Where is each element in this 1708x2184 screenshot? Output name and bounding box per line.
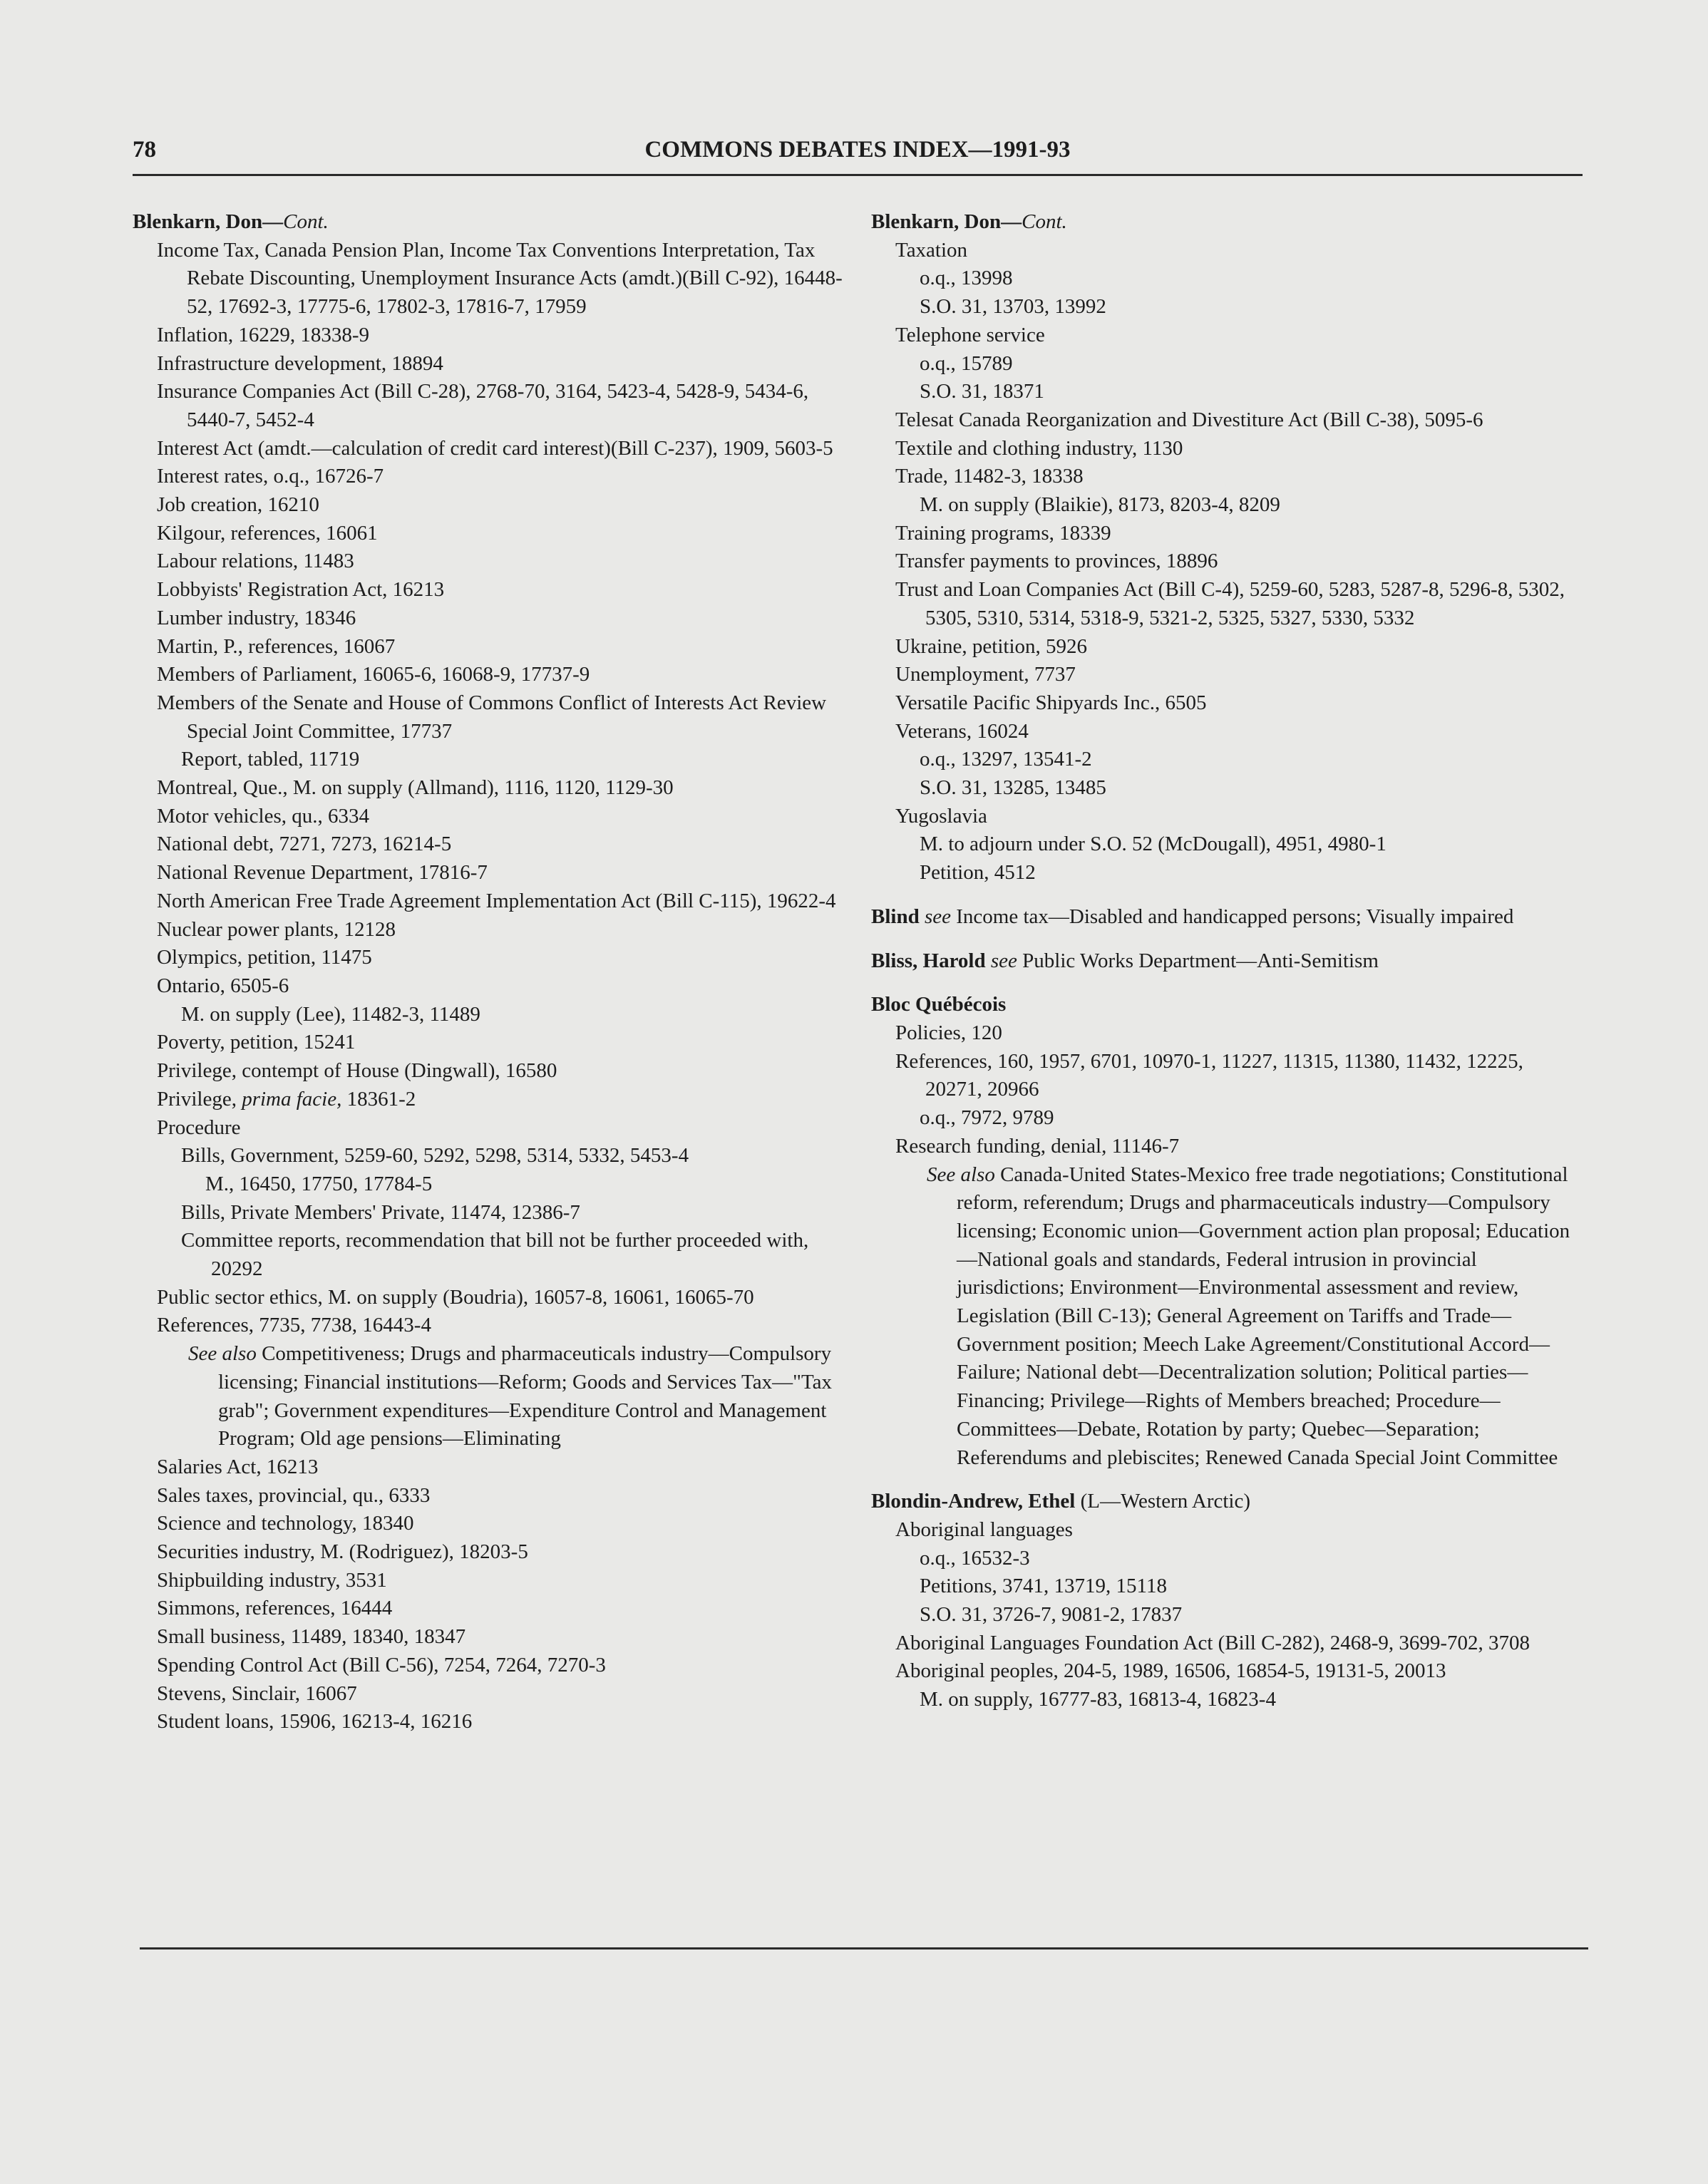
footer-rule bbox=[140, 1947, 1588, 1949]
entry-text: Job creation, 16210 bbox=[157, 493, 319, 517]
entry-text: Ontario, 6505-6 bbox=[157, 974, 289, 997]
entry-text: Research funding, denial, 11146-7 bbox=[895, 1134, 1180, 1158]
heading-name: Blind bbox=[871, 905, 920, 928]
entry-text: Telesat Canada Reorganization and Divestiture Act (Bill C-38), 5095-6 bbox=[895, 408, 1483, 431]
entry-text: Veterans, 16024 bbox=[895, 719, 1029, 743]
index-entry bbox=[133, 661, 845, 689]
entry-text: Stevens, Sinclair, 16067 bbox=[157, 1681, 357, 1705]
entry-text: Martin, P., references, 16067 bbox=[157, 634, 396, 658]
index-entry bbox=[871, 350, 1584, 378]
entry-text: Student loans, 15906, 16213-4, 16216 bbox=[157, 1710, 473, 1734]
entry-text: Insurance Companies Act (Bill C-28), 2768-70, 3164, 5423-4, 5428-9, 5434-6, 5440-7, 5452-4 bbox=[157, 380, 809, 431]
heading-name: Bloc Québécois bbox=[871, 993, 1007, 1016]
entry-text: North American Free Trade Agreement Implementation Act (Bill C-115), 19622-4 bbox=[157, 889, 836, 912]
index-entry bbox=[871, 406, 1584, 435]
index-entry bbox=[871, 1516, 1584, 1545]
index-entry bbox=[871, 1601, 1584, 1629]
header-rule bbox=[133, 174, 1583, 176]
entry-text: M. on supply (Blaikie), 8173, 8203-4, 8209 bbox=[920, 493, 1280, 517]
entry-text: o.q., 13297, 13541-2 bbox=[920, 748, 1092, 771]
entry-text: Report, tabled, 11719 bbox=[181, 748, 360, 771]
index-entry bbox=[133, 1227, 845, 1283]
entry-text: Transfer payments to provinces, 18896 bbox=[895, 550, 1218, 573]
entry-text: Trade, 11482-3, 18338 bbox=[895, 465, 1084, 488]
index-heading bbox=[871, 991, 1584, 1019]
entry-text: Securities industry, M. (Rodriguez), 18203-5 bbox=[157, 1540, 528, 1564]
index-entry bbox=[133, 944, 845, 972]
running-title: COMMONS DEBATES INDEX—1991-93 bbox=[644, 137, 1071, 163]
index-entry bbox=[133, 520, 845, 548]
entry-text: Salaries Act, 16213 bbox=[157, 1455, 319, 1478]
index-entry bbox=[871, 803, 1584, 831]
index-entry bbox=[133, 1142, 845, 1170]
entry-text: Aboriginal languages bbox=[895, 1518, 1073, 1541]
index-entry bbox=[133, 859, 845, 887]
entry-text: Members of Parliament, 16065-6, 16068-9, 17737-9 bbox=[157, 663, 590, 686]
index-entry bbox=[133, 1482, 845, 1510]
index-entry bbox=[871, 1104, 1584, 1133]
entry-text: Telephone service bbox=[895, 323, 1045, 346]
italic-phrase: prima facie, bbox=[242, 1087, 342, 1111]
index-heading bbox=[133, 208, 845, 237]
index-entry bbox=[871, 264, 1584, 293]
entry-text: References, 160, 1957, 6701, 10970-1, 11227, 11315, 11380, 11432, 12225, 20271, 20966 bbox=[895, 1049, 1523, 1101]
entry-text: Nuclear power plants, 12128 bbox=[157, 917, 396, 941]
index-entry bbox=[871, 1545, 1584, 1573]
entry-text: National debt, 7271, 7273, 16214-5 bbox=[157, 833, 452, 856]
index-entry bbox=[133, 1567, 845, 1595]
entry-text: Privilege, bbox=[157, 1087, 242, 1111]
index-entry bbox=[133, 350, 845, 378]
entry-text: References, 7735, 7738, 16443-4 bbox=[157, 1314, 431, 1337]
index-entry bbox=[133, 435, 845, 463]
entry-text: Policies, 120 bbox=[895, 1021, 1002, 1044]
index-entry bbox=[133, 746, 845, 774]
entry-text: Infrastructure development, 18894 bbox=[157, 351, 443, 375]
index-entry bbox=[133, 887, 845, 916]
heading-name: Blondin-Andrew, Ethel bbox=[871, 1490, 1076, 1513]
index-entry bbox=[133, 1595, 845, 1623]
entry-text: Interest Act (amdt.—calculation of credit card interest)(Bill C-237), 1909, 5603-5 bbox=[157, 436, 833, 460]
index-entry bbox=[871, 1019, 1584, 1048]
entry-text: M. on supply, 16777-83, 16813-4, 16823-4 bbox=[920, 1688, 1276, 1711]
index-entry bbox=[133, 1708, 845, 1736]
entry-text: Labour relations, 11483 bbox=[157, 550, 354, 573]
entry-text: Lumber industry, 18346 bbox=[157, 606, 356, 629]
entry-text: Inflation, 16229, 18338-9 bbox=[157, 323, 370, 346]
entry-text: Textile and clothing industry, 1130 bbox=[895, 436, 1183, 460]
index-heading bbox=[871, 947, 1584, 976]
entry-text: Olympics, petition, 11475 bbox=[157, 946, 372, 969]
index-entry bbox=[133, 1652, 845, 1680]
entry-text: National Revenue Department, 17816-7 bbox=[157, 861, 488, 885]
index-entry bbox=[871, 237, 1584, 265]
index-entry bbox=[133, 1623, 845, 1652]
entry-text: Public sector ethics, M. on supply (Boudria), 16057-8, 16061, 16065-70 bbox=[157, 1285, 754, 1309]
index-entry bbox=[133, 547, 845, 576]
entry-text: o.q., 13998 bbox=[920, 267, 1013, 290]
italic-label: See also bbox=[188, 1342, 257, 1366]
index-entry bbox=[133, 604, 845, 633]
entry-text: Ukraine, petition, 5926 bbox=[895, 634, 1088, 658]
entry-text: Kilgour, references, 16061 bbox=[157, 521, 378, 545]
index-entry bbox=[133, 916, 845, 944]
index-entry bbox=[133, 1029, 845, 1057]
index-entry bbox=[871, 378, 1584, 406]
italic-label: Cont. bbox=[283, 210, 329, 233]
entry-text: S.O. 31, 18371 bbox=[920, 380, 1044, 403]
entry-text: o.q., 7972, 9789 bbox=[920, 1106, 1054, 1130]
index-heading bbox=[871, 1488, 1584, 1516]
entry-text-tail: 18361-2 bbox=[341, 1087, 416, 1111]
entry-text: Bills, Private Members' Private, 11474, 12386-7 bbox=[181, 1200, 580, 1224]
index-entry bbox=[871, 774, 1584, 803]
index-entry bbox=[871, 1629, 1584, 1658]
entry-text: M., 16450, 17750, 17784-5 bbox=[205, 1172, 433, 1195]
index-entry bbox=[133, 633, 845, 661]
index-heading bbox=[871, 903, 1584, 932]
entry-text: M. to adjourn under S.O. 52 (McDougall), 4951, 4980-1 bbox=[920, 833, 1387, 856]
index-entry bbox=[871, 293, 1584, 321]
entry-text: Income Tax, Canada Pension Plan, Income Tax Conventions Interpretation, Tax Rebate Discounting, Unemployment Insurance Acts (amdt.)(Bill C-92), 16448-52, 17692-3, 17775-6, 17802-3, 17816-7, 17959 bbox=[157, 238, 843, 319]
entry-text: Small business, 11489, 18340, 18347 bbox=[157, 1625, 466, 1649]
entry-text: Aboriginal peoples, 204-5, 1989, 16506, 16854-5, 19131-5, 20013 bbox=[895, 1659, 1446, 1683]
index-entry bbox=[133, 491, 845, 520]
index-entry bbox=[133, 1312, 845, 1340]
index-entry bbox=[871, 661, 1584, 689]
entry-text: Shipbuilding industry, 3531 bbox=[157, 1568, 387, 1592]
index-entry bbox=[871, 435, 1584, 463]
index-entry bbox=[133, 237, 845, 321]
index-entry bbox=[133, 1538, 845, 1567]
heading-name: Blenkarn, Don— bbox=[133, 210, 284, 233]
entry-text: Poverty, petition, 15241 bbox=[157, 1031, 356, 1054]
index-entry bbox=[133, 803, 845, 831]
index-entry bbox=[871, 1686, 1584, 1714]
index-entry bbox=[133, 378, 845, 434]
index-entry bbox=[871, 746, 1584, 774]
index-entry bbox=[133, 1170, 845, 1199]
index-entry bbox=[133, 1680, 845, 1709]
index-entry bbox=[133, 1510, 845, 1538]
index-entry bbox=[871, 830, 1584, 859]
entry-text: S.O. 31, 13285, 13485 bbox=[920, 776, 1106, 800]
page-number: 78 bbox=[133, 137, 156, 163]
entry-text: Aboriginal Languages Foundation Act (Bill C-282), 2468-9, 3699-702, 3708 bbox=[895, 1631, 1530, 1654]
index-entry bbox=[133, 972, 845, 1001]
index-entry bbox=[133, 1001, 845, 1029]
index-entry bbox=[871, 576, 1584, 632]
entry-text: Simmons, references, 16444 bbox=[157, 1597, 393, 1620]
entry-text: Training programs, 18339 bbox=[895, 521, 1111, 545]
index-entry bbox=[871, 547, 1584, 576]
entry-text: Science and technology, 18340 bbox=[157, 1512, 414, 1535]
entry-text: Petition, 4512 bbox=[920, 861, 1036, 885]
index-entry bbox=[871, 718, 1584, 746]
index-entry bbox=[133, 1114, 845, 1143]
entry-text: Versatile Pacific Shipyards Inc., 6505 bbox=[895, 691, 1207, 714]
italic-label: Cont. bbox=[1022, 210, 1067, 233]
index-entry bbox=[871, 689, 1584, 718]
entry-text: Unemployment, 7737 bbox=[895, 663, 1076, 686]
index-entry bbox=[871, 859, 1584, 887]
index-entry bbox=[871, 1572, 1584, 1601]
index-entry bbox=[871, 321, 1584, 350]
heading-name: Blenkarn, Don— bbox=[871, 210, 1022, 233]
index-entry bbox=[871, 1161, 1584, 1473]
index-entry bbox=[133, 321, 845, 350]
entry-text: Committee reports, recommendation that bill not be further proceeded with, 20292 bbox=[181, 1229, 809, 1281]
italic-label: See also bbox=[927, 1163, 995, 1186]
entry-text: Taxation bbox=[895, 238, 968, 262]
index-heading bbox=[871, 208, 1584, 237]
index-entry bbox=[133, 1086, 845, 1114]
index-entry bbox=[871, 491, 1584, 520]
index-entry bbox=[133, 774, 845, 803]
index-entry bbox=[133, 1340, 845, 1453]
entry-text: o.q., 16532-3 bbox=[920, 1546, 1030, 1570]
entry-text: o.q., 15789 bbox=[920, 351, 1013, 375]
entry-text: Income tax—Disabled and handicapped persons; Visually impaired bbox=[951, 905, 1514, 928]
index-column-left bbox=[133, 208, 845, 1736]
entry-text: Public Works Department—Anti-Semitism bbox=[1017, 949, 1379, 972]
index-entry bbox=[871, 1133, 1584, 1161]
index-entry bbox=[133, 463, 845, 491]
entry-text: (L—Western Arctic) bbox=[1075, 1490, 1251, 1513]
index-entry bbox=[871, 520, 1584, 548]
entry-text: Members of the Senate and House of Commons Conflict of Interests Act Review Special Joint Committee, 17737 bbox=[157, 691, 827, 743]
index-entry bbox=[871, 633, 1584, 661]
entry-text: Trust and Loan Companies Act (Bill C-4), 5259-60, 5283, 5287-8, 5296-8, 5302, 5305, 5310, 5314, 5318-9, 5321-2, 5325, 5327, 5330, 5332 bbox=[895, 578, 1565, 629]
entry-text: S.O. 31, 13703, 13992 bbox=[920, 295, 1106, 319]
index-entry bbox=[133, 1199, 845, 1227]
entry-text: Petitions, 3741, 13719, 15118 bbox=[920, 1575, 1167, 1598]
index-entry bbox=[133, 830, 845, 859]
heading-name: Bliss, Harold bbox=[871, 949, 986, 972]
entry-text: Competitiveness; Drugs and pharmaceuticals industry—Compulsory licensing; Financial institutions—Reform; Goods and Services Tax—"Tax grab"; Government expenditures—Expenditure Control and Management Program; Old age pensions—Eliminating bbox=[218, 1342, 833, 1451]
entry-text: Procedure bbox=[157, 1116, 241, 1139]
index-entry bbox=[133, 576, 845, 604]
entry-text: Yugoslavia bbox=[895, 804, 987, 828]
entry-text: Montreal, Que., M. on supply (Allmand), 1116, 1120, 1129-30 bbox=[157, 776, 674, 800]
page-header bbox=[133, 134, 1583, 170]
index-entry bbox=[133, 1057, 845, 1086]
index-entry bbox=[871, 1048, 1584, 1104]
entry-text: Sales taxes, provincial, qu., 6333 bbox=[157, 1483, 431, 1507]
entry-text: Canada-United States-Mexico free trade negotiations; Constitutional reform, referendum; Drugs and pharmaceuticals industry—Compulsory licensing; Economic union—Government action plan proposal; Education—National goals and standards, Federal intrusion in provincial jurisdictions; Environment—Environmental assessment and review, Legislation (Bill C-13); General Agreement on Tariffs and Trade—Government position; Meech Lake Agreement/Constitutional Accord—Failure; National debt—Decentralization solution; Political parties—Financing; Privilege—Rights of Members breached; Procedure—Committees—Debate, Rotation by party; Quebec—Separation; Referendums and plebiscites; Renewed Canada Special Joint Committee bbox=[957, 1163, 1570, 1469]
entry-text: S.O. 31, 3726-7, 9081-2, 17837 bbox=[920, 1603, 1183, 1627]
entry-text: Lobbyists' Registration Act, 16213 bbox=[157, 578, 445, 602]
index-entry bbox=[133, 1284, 845, 1312]
entry-text: M. on supply (Lee), 11482-3, 11489 bbox=[181, 1002, 480, 1026]
entry-text: Interest rates, o.q., 16726-7 bbox=[157, 465, 384, 488]
entry-text: Motor vehicles, qu., 6334 bbox=[157, 804, 370, 828]
index-column-right bbox=[871, 208, 1584, 1714]
index-entry bbox=[133, 1453, 845, 1482]
entry-text: Privilege, contempt of House (Dingwall), 16580 bbox=[157, 1059, 557, 1083]
index-entry bbox=[871, 463, 1584, 491]
italic-label: see bbox=[985, 949, 1017, 972]
italic-label: see bbox=[919, 905, 951, 928]
index-entry bbox=[133, 689, 845, 746]
entry-text: Spending Control Act (Bill C-56), 7254, 7264, 7270-3 bbox=[157, 1653, 606, 1676]
index-entry bbox=[871, 1657, 1584, 1686]
entry-text: Bills, Government, 5259-60, 5292, 5298, 5314, 5332, 5453-4 bbox=[181, 1144, 689, 1168]
